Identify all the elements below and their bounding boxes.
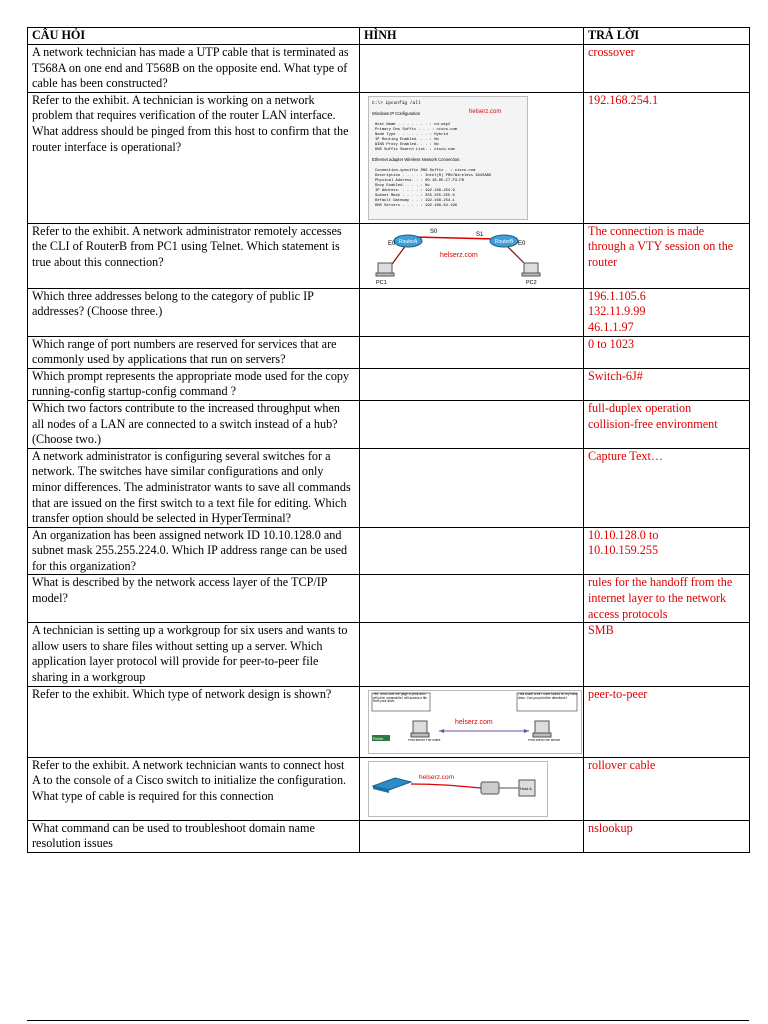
table-row bbox=[28, 527, 750, 575]
figure-cell bbox=[360, 92, 584, 223]
s1-label: S1 bbox=[476, 231, 484, 238]
question-cell: Which range of port numbers are reserved for services that are commonly used by applications that run on servers? bbox=[28, 336, 360, 368]
table-row bbox=[28, 223, 750, 288]
answer-cell bbox=[584, 575, 750, 623]
figure-cell bbox=[360, 368, 584, 400]
question-cell: Refer to the exhibit. A network administrator remotely accesses the CLI of RouterB from PC1 using Telnet. Which statement is true about this connection? bbox=[28, 223, 360, 288]
pc2-icon bbox=[524, 263, 538, 273]
watermark-text: helserz.com bbox=[455, 718, 493, 726]
answer-cell bbox=[584, 400, 750, 448]
ipconfig-line: IP Routing Enabled. . . : No bbox=[375, 137, 439, 142]
answer-text: peer-to-peer bbox=[588, 686, 648, 701]
table-row bbox=[28, 368, 750, 400]
router-b-label: RouterB bbox=[495, 238, 514, 245]
ipconfig-line: Connection-specific DNS Suffix . : cisco.com bbox=[375, 168, 476, 173]
figure-cell bbox=[360, 400, 584, 448]
answer-text: 192.168.254.1 bbox=[588, 92, 659, 107]
answer-cell bbox=[584, 368, 750, 400]
answer-cell bbox=[584, 223, 750, 288]
ipconfig-line: Default Gateway . . : 192.168.254.1 bbox=[375, 198, 455, 203]
router-topology-exhibit bbox=[368, 227, 558, 285]
e0-right-label: E0 bbox=[518, 240, 526, 247]
ipconfig-line: Subnet Mask . . . . : 255.255.255.0 bbox=[375, 193, 455, 198]
question-cell: What command can be used to troubleshoot domain name resolution issues bbox=[28, 820, 360, 852]
table-row bbox=[28, 336, 750, 368]
router-a-label: RouterA bbox=[399, 238, 418, 245]
answer-cell bbox=[584, 448, 750, 527]
adapter-title: Ethernet adapter Wireless Network Connection: bbox=[372, 156, 461, 162]
ipconfig-exhibit bbox=[368, 96, 528, 220]
ipconfig-line: Physical Address. . : 00-18-DE-C7-F3-FB bbox=[375, 178, 464, 183]
figure-cell bbox=[360, 623, 584, 686]
answer-cell bbox=[584, 623, 750, 686]
right-pc-icon bbox=[535, 721, 549, 733]
header-figure: HÌNH bbox=[360, 28, 584, 45]
question-cell: What is described by the network access layer of the TCP/IP model? bbox=[28, 575, 360, 623]
answer-text: rollover cable bbox=[588, 757, 656, 772]
answer-text: collision-free environment bbox=[588, 416, 718, 431]
answer-cell bbox=[584, 757, 750, 820]
question-cell: Which three addresses belong to the category of public IP addresses? (Choose three.) bbox=[28, 288, 360, 336]
right-pc-label: Print client File server bbox=[527, 738, 561, 742]
pc1-label: PC1 bbox=[376, 279, 387, 285]
header-answer: TRẢ LỜI bbox=[584, 28, 750, 45]
pc1-icon bbox=[378, 263, 392, 273]
question-cell: An organization has been assigned network ID 10.10.128.0 and subnet mask 255.255.224.0. Which IP address range can be used for this organization? bbox=[28, 527, 360, 575]
page-bottom-rule bbox=[27, 1020, 749, 1021]
serial-link bbox=[414, 237, 496, 239]
figure-cell bbox=[360, 448, 584, 527]
question-cell: Refer to the exhibit. Which type of network design is shown? bbox=[28, 686, 360, 757]
ipconfig-line: Host Name . . . . . . . : nd-wsp2 bbox=[375, 122, 451, 127]
bubble-right-text: I will share a file I have stored on my hard drive. Can you print the directions? bbox=[518, 692, 577, 700]
ipconfig-line: Primary Dns Suffix . . . : cisco.com bbox=[375, 127, 458, 132]
answer-text: 132.11.9.99 bbox=[588, 304, 646, 319]
answer-text: Switch-6J# bbox=[588, 368, 643, 383]
table-row bbox=[28, 575, 750, 623]
figure-cell bbox=[360, 757, 584, 820]
left-pc-icon bbox=[413, 721, 427, 733]
figure-cell bbox=[360, 223, 584, 288]
answer-text: crossover bbox=[588, 45, 635, 59]
figure-cell bbox=[360, 288, 584, 336]
ipconfig-line: WINS Proxy Enabled. . . : No bbox=[375, 142, 439, 147]
printer-label: Printer bbox=[373, 736, 384, 741]
watermark-text: helserz.com bbox=[469, 108, 502, 115]
prompt-text: C:\> ipconfig /all bbox=[372, 100, 421, 106]
answer-cell bbox=[584, 820, 750, 852]
figure-cell bbox=[360, 336, 584, 368]
host-a-label: Host A bbox=[520, 785, 532, 791]
question-cell: A network technician has made a UTP cable that is terminated as T568A on one end and T568B on the opposite end. What type of cable has been constructed? bbox=[28, 45, 360, 93]
answer-text: Capture Text… bbox=[588, 448, 664, 463]
table-row bbox=[28, 686, 750, 757]
figure-cell bbox=[360, 575, 584, 623]
answer-text: 0 to 1023 bbox=[588, 336, 635, 351]
table-row bbox=[28, 92, 750, 223]
figure-cell bbox=[360, 527, 584, 575]
table-row bbox=[28, 448, 750, 527]
figure-cell bbox=[360, 45, 584, 93]
ipconfig-line: Dhcp Enabled. . . . : No bbox=[375, 183, 430, 188]
peer-to-peer-exhibit bbox=[368, 690, 582, 754]
table-row bbox=[28, 757, 750, 820]
answer-cell bbox=[584, 336, 750, 368]
ipconfig-title: Windows IP Configuration bbox=[372, 110, 421, 116]
answer-text: 10.10.159.255 bbox=[588, 543, 659, 558]
answer-cell bbox=[584, 527, 750, 575]
answer-text: nslookup bbox=[588, 820, 633, 835]
question-cell: A network administrator is configuring several switches for a network. The switches have similar configurations and only minor differences. The administrator wants to save all commands that are issued on the first switch to a text file for editing. Which transfer option should be selected in HyperTerminal? bbox=[28, 448, 360, 527]
bubble-left-text: Yes. Send over the page to print and I will print, meanwhile I will access a file from your drive. bbox=[373, 692, 428, 703]
answer-text: full-duplex operation bbox=[588, 400, 692, 415]
question-cell: Refer to the exhibit. A network technician wants to connect host A to the console of a Cisco switch to initialize the configuration. What type of cable is required for this connection bbox=[28, 757, 360, 820]
question-cell: A technician is setting up a workgroup for six users and wants to allow users to share files without setting up a server. Which application layer protocol will provide for peer-to-peer file sharing in a workgroup bbox=[28, 623, 360, 686]
question-cell: Refer to the exhibit. A technician is working on a network problem that requires verification of the router LAN interface. What address should be pinged from this host to confirm that the router interface is operational? bbox=[28, 92, 360, 223]
answer-text: 46.1.1.97 bbox=[588, 319, 634, 334]
question-cell: Which prompt represents the appropriate mode used for the copy running-config startup-config command ? bbox=[28, 368, 360, 400]
answer-text: 10.10.128.0 to bbox=[588, 527, 659, 542]
table-row bbox=[28, 820, 750, 852]
answer-cell bbox=[584, 92, 750, 223]
answer-text: 196.1.105.6 bbox=[588, 288, 646, 303]
table-row bbox=[28, 400, 750, 448]
header-question: CÂU HỎI bbox=[28, 28, 360, 45]
figure-cell bbox=[360, 820, 584, 852]
ipconfig-line: Description . . . . : Intel(R) PRO/Wireless 3945ABG bbox=[375, 173, 492, 178]
ipconfig-line: DNS Suffix Search List. : cisco.com bbox=[375, 147, 455, 152]
qa-table bbox=[27, 27, 750, 853]
left-pc-label: Print server File client bbox=[407, 738, 441, 742]
console-cable-exhibit bbox=[368, 761, 548, 817]
table-row bbox=[28, 288, 750, 336]
table-row bbox=[28, 623, 750, 686]
answer-cell bbox=[584, 288, 750, 336]
answer-cell bbox=[584, 45, 750, 93]
e0-left-label: E0 bbox=[388, 240, 396, 247]
answer-text: The connection is made through a VTY session on the router bbox=[588, 223, 734, 269]
db9-adapter-icon bbox=[481, 782, 499, 794]
pc2-label: PC2 bbox=[526, 279, 537, 285]
ipconfig-line: Node Type . . . . . . . : Hybrid bbox=[375, 132, 448, 137]
question-cell: Which two factors contribute to the increased throughput when all nodes of a LAN are connected to a switch instead of a hub? (Choose two.) bbox=[28, 400, 360, 448]
watermark-text: helserz.com bbox=[419, 773, 455, 781]
figure-cell bbox=[360, 686, 584, 757]
s0-label: S0 bbox=[430, 228, 438, 235]
ipconfig-line: DNS Servers . . . . : 192.168.64.196 bbox=[375, 203, 458, 208]
ipconfig-line: IP Address. . . . . : 192.168.254.9 bbox=[375, 188, 455, 193]
header-row bbox=[28, 28, 750, 45]
watermark-text: helserz.com bbox=[440, 251, 478, 259]
table-row bbox=[28, 45, 750, 93]
answer-cell bbox=[584, 686, 750, 757]
answer-text: SMB bbox=[588, 623, 614, 638]
answer-text: rules for the handoff from the internet layer to the network access protocols bbox=[588, 575, 733, 621]
